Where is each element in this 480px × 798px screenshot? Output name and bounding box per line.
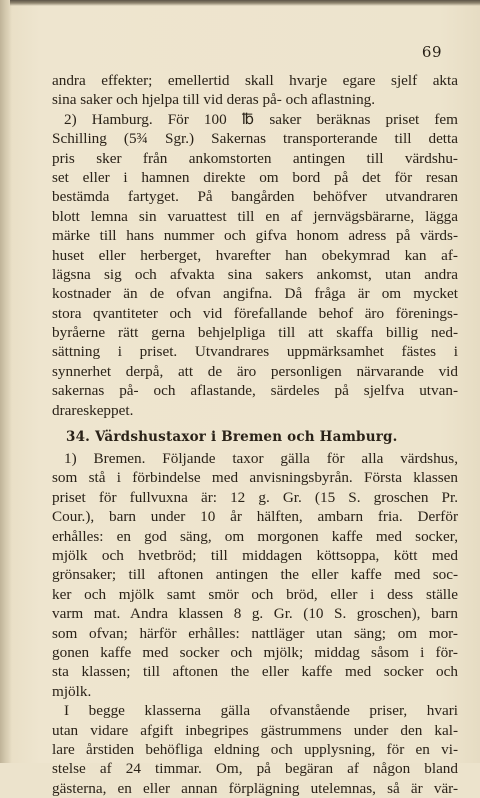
page-number: 69: [421, 43, 442, 61]
text-line: mjölk.: [52, 682, 92, 700]
text-line: 1) Bremen. Följande taxor gälla för alla värdshus,: [64, 450, 458, 468]
text-line: Schilling (5¾ Sgr.) Sakernas transporterande till detta: [52, 130, 458, 148]
text-line: lägsna sig och afvakta sina sakers ankomst, utan andra: [52, 265, 458, 283]
text-line: pris sker från ankomstorten antingen till värdshu-: [52, 149, 458, 167]
text-line: gästerna, en eller annan förplägning utelemnas, så är vär-: [52, 779, 458, 797]
text-line: priset för fullvuxna är: 12 g. Gr. (15 S. groschen Pr.: [52, 488, 458, 506]
text-line: stora qvantiteter och vid förefallande behof äro förenings-: [52, 304, 458, 322]
text-line: sakernas på- och aflastande, särdeles på sjelfva utvan-: [52, 382, 458, 400]
text-line: som stå i förbindelse med anvisningsbyrån. Första klassen: [52, 469, 458, 487]
text-line: Cour.), barn under 10 år hälften, ambarn fria. Derför: [52, 508, 458, 526]
text-line: gonen kaffe med socker och mjölk; middag såsom i för-: [52, 643, 458, 661]
text-line: sina saker och hjelpa till vid deras på- och aflastning.: [52, 91, 376, 109]
text-line: stelse af 24 timmar. Om, på begäran af någon bland: [52, 760, 458, 778]
text-line: grönsaker; till aftonen antingen the eller kaffe med soc-: [52, 566, 458, 584]
text-line: erhålles: en god säng, om morgonen kaffe med socker,: [52, 527, 458, 545]
text-line: 2) Hamburg. För 100 ℔ saker beräknas priset fem: [64, 110, 458, 128]
text-line: utan vidare afgift inbegripes gästrummens under den kal-: [52, 721, 458, 739]
text-line: I begge klasserna gälla ofvanstående priser, hvari: [64, 702, 458, 720]
text-line: sta klassen; till aftonen the eller kaffe med socker och: [52, 663, 458, 681]
body-text: [52, 71, 458, 798]
text-line: varm mat. Andra klassen 8 g. Gr. (10 S. groschen), barn: [52, 605, 458, 623]
text-line: blott lemna sin varuattest till en af jernvägsbärarne, lägga: [52, 207, 458, 225]
text-line: andra effekter; emellertid skall hvarje egare sjelf akta: [52, 72, 458, 89]
text-line: ker och mjölk samt smör och bröd, eller i dess ställe: [52, 585, 458, 603]
text-line: synnerhet derpå, att de äro personligen närvarande vid: [52, 362, 458, 380]
text-line: drareskeppet.: [52, 401, 134, 419]
text-line: bestämda fartyget. På bangården behöfver utvandraren: [52, 188, 458, 206]
page-top-edge: [10, 0, 480, 6]
text-line: mjölk och hvetbröd; till middagen köttsoppa, kött med: [52, 546, 458, 564]
text-line: byråerne rätt gerna behjelpliga till att skaffa billig ned-: [52, 324, 458, 342]
text-line: huset eller herberget, hvarefter han obekymrad kan af-: [52, 246, 458, 264]
text-line: sättning i priset. Utvandrares uppmärksamhet fästes i: [52, 343, 458, 361]
text-line: kostnader än de ofvan angifna. Då fråga är om mycket: [52, 285, 458, 303]
text-line: märke till hans nummer och gifva honom adress på värds-: [52, 227, 458, 245]
page-gutter-shadow: [0, 0, 12, 763]
text-line: set eller i hamnen direkte om bord på det för resan: [52, 168, 458, 186]
section-heading: 34. Värdshustaxor i Bremen och Hamburg.: [66, 429, 398, 446]
text-line: lare årstiden behöfliga eldning och upplysning, för en vi-: [52, 740, 458, 758]
text-line: som ofvan; härför erhålles: nattläger utan säng; om mor-: [52, 624, 458, 642]
